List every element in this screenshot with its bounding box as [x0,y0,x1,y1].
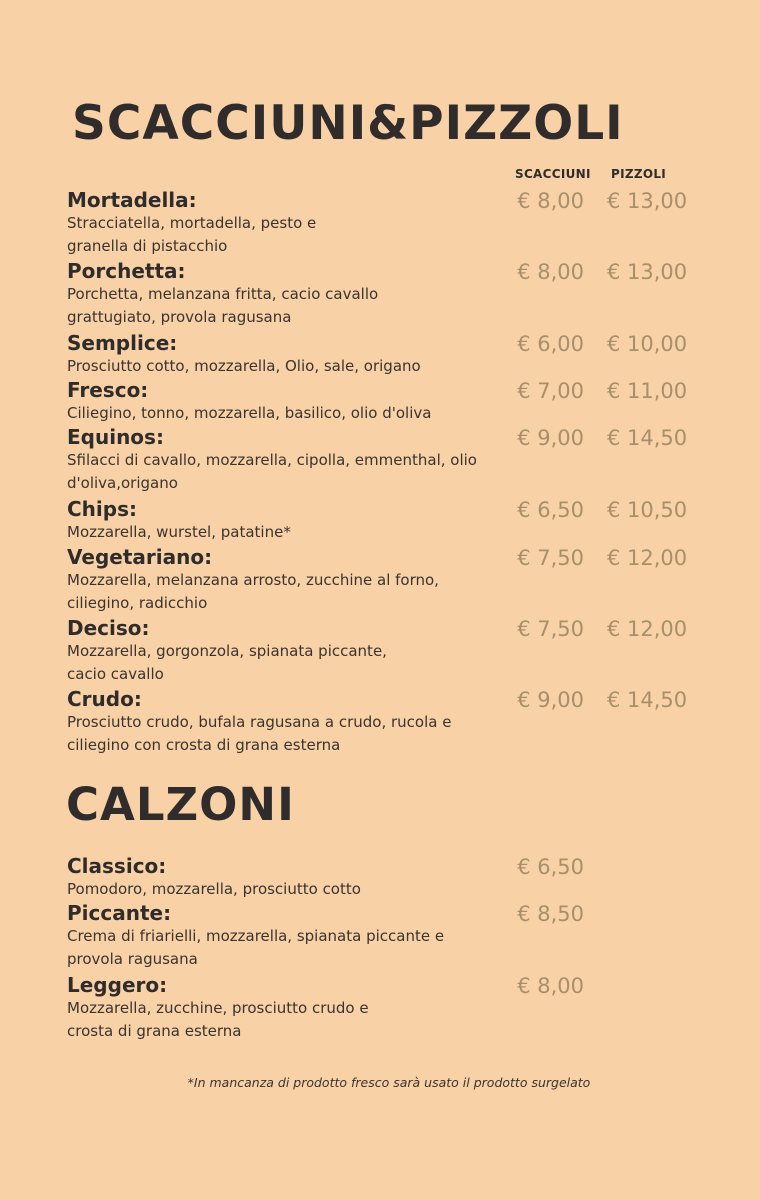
item-name: Classico: [67,854,167,878]
item-description: Sfilacci di cavallo, mozzarella, cipolla, emmenthal, olio d'oliva,origano [67,451,477,492]
price-scacciuni: € 8,00 [517,189,584,213]
menu-item [67,617,757,686]
price-pizzoli: € 12,00 [607,617,688,641]
item-name: Fresco: [67,378,149,402]
item-name: Leggero: [67,973,168,997]
menu-item [67,855,757,901]
item-description: Prosciutto crudo, bufala ragusana a crudo, rucola e ciliegino con crosta di grana esterna [67,713,452,754]
item-name: Crudo: [67,687,142,711]
price-scacciuni: € 6,00 [517,332,584,356]
price-pizzoli: € 14,50 [607,688,688,712]
column-header-pizzoli: PIZZOLI [611,167,667,181]
item-description: Ciliegino, tonno, mozzarella, basilico, olio d'oliva [67,404,432,422]
price-pizzoli: € 13,00 [607,189,688,213]
price-pizzoli: € 10,00 [607,332,688,356]
price-scacciuni: € 9,00 [517,426,584,450]
menu-item [67,688,757,757]
menu-item [67,189,757,258]
column-header-scacciuni: SCACCIUNI [515,167,591,181]
item-description: Mozzarella, gorgonzola, spianata piccante, cacio cavallo [67,642,387,683]
item-name: Chips: [67,497,137,521]
item-description: Stracciatella, mortadella, pesto e granella di pistacchio [67,214,317,255]
price-scacciuni: € 7,50 [517,617,584,641]
item-description: Prosciutto cotto, mozzarella, Olio, sale, origano [67,357,421,375]
footnote: *In mancanza di prodotto fresco sarà usato il prodotto surgelato [187,1075,591,1090]
menu-item [67,974,757,1043]
price-scacciuni: € 9,00 [517,688,584,712]
menu-item [67,546,757,615]
price-pizzoli: € 12,00 [607,546,688,570]
item-description: Mozzarella, melanzana arrosto, zucchine al forno, ciliegino, radicchio [67,571,439,612]
section-title-calzoni: CALZONI [66,778,295,831]
item-description: Pomodoro, mozzarella, prosciutto cotto [67,880,361,898]
item-name: Porchetta: [67,259,186,283]
price-pizzoli: € 14,50 [607,426,688,450]
menu-item [67,379,757,425]
price-pizzoli: € 10,50 [607,498,688,522]
menu-item [67,498,757,544]
section-title-scacciuni: SCACCIUNI&PIZZOLI [72,96,624,151]
price-scacciuni: € 7,00 [517,379,584,403]
price-scacciuni: € 7,50 [517,546,584,570]
item-description: Porchetta, melanzana fritta, cacio cavallo grattugiato, provola ragusana [67,285,379,326]
menu-item [67,426,757,495]
price-calzone: € 6,50 [517,855,584,879]
item-name: Equinos: [67,425,164,449]
price-pizzoli: € 13,00 [607,260,688,284]
item-description: Crema di friarielli, mozzarella, spianata piccante e provola ragusana [67,927,445,968]
price-scacciuni: € 8,00 [517,260,584,284]
item-name: Semplice: [67,331,178,355]
price-scacciuni: € 6,50 [517,498,584,522]
item-description: Mozzarella, wurstel, patatine* [67,523,291,541]
menu-item [67,260,757,329]
item-name: Deciso: [67,616,150,640]
item-name: Mortadella: [67,188,197,212]
item-name: Vegetariano: [67,545,213,569]
item-name: Piccante: [67,901,172,925]
menu-item [67,902,757,971]
menu-item [67,332,757,378]
price-calzone: € 8,50 [517,902,584,926]
item-description: Mozzarella, zucchine, prosciutto crudo e crosta di grana esterna [67,999,369,1040]
price-calzone: € 8,00 [517,974,584,998]
price-pizzoli: € 11,00 [607,379,688,403]
